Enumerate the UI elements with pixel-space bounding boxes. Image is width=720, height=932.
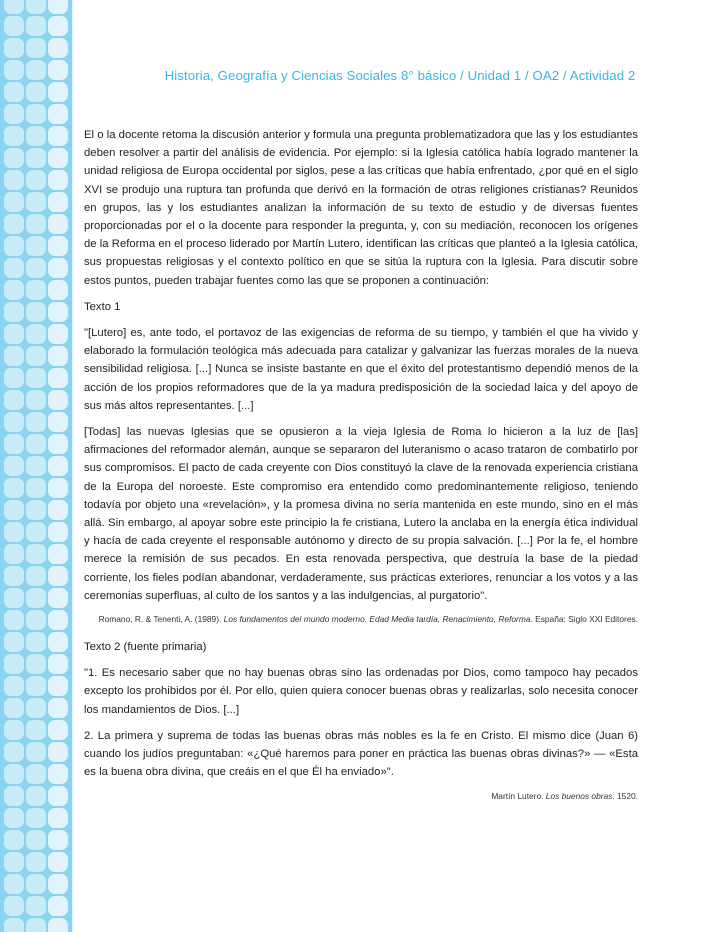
sidebar-tile bbox=[26, 654, 46, 674]
sidebar-tile bbox=[4, 742, 24, 762]
sidebar-tile bbox=[4, 280, 24, 300]
sidebar-tile bbox=[26, 126, 46, 146]
sidebar-tile bbox=[26, 192, 46, 212]
texto1-cite-title: Los fundamentos del mundo moderno. Edad Media tardía, Renacimiento, Reforma bbox=[223, 614, 531, 625]
sidebar-tile bbox=[26, 324, 46, 344]
sidebar-tile bbox=[26, 390, 46, 410]
sidebar-tile bbox=[48, 346, 68, 366]
sidebar-tile bbox=[26, 500, 46, 520]
texto1-paragraph-2: [Todas] las nuevas Iglesias que se opusieron a la vieja Iglesia de Roma lo hicieron a la luz de [las] afirmaciones del reformador alemán, aunque se separaron del luteranismo o acaso trataron de combatirlo por sus compromisos. El pacto de cada creyente con Dios constituyó la clave de la renovada experiencia cristiana de la Europa del noroeste. Este compromiso era entendido como predominantemente religioso, teniendo todavía por objeto una «revelación», y la promesa divina no sería mantenida en este mundo, sino en el más allá. Sin embargo, al apoyar sobre este principio la fe cristiana, Lutero la anclaba en la energía ética individual y hacía de cada creyente el responsable autónomo y directo de su propia salvación. [...] Por la fe, el hombre merece la remisión de sus pecados. En esta renovada perspectiva, que destruía la base de la piedad corriente, los fieles podían abandonar, verdaderamente, sus prácticas exteriores, renunciar a los votos y a las ceremonias superfluas, al culto de los santos y a las indulgencias, al purgatorio". bbox=[84, 426, 638, 602]
sidebar-tile bbox=[4, 456, 24, 476]
sidebar-tile bbox=[4, 654, 24, 674]
sidebar-pattern bbox=[4, 0, 68, 932]
sidebar-tile bbox=[4, 38, 24, 58]
sidebar-tile bbox=[4, 390, 24, 410]
sidebar-tile bbox=[26, 258, 46, 278]
sidebar-tile bbox=[4, 16, 24, 36]
sidebar-tile bbox=[26, 874, 46, 894]
sidebar-tile bbox=[4, 676, 24, 696]
sidebar-tile bbox=[26, 632, 46, 652]
sidebar-tile bbox=[48, 742, 68, 762]
texto2-label: Texto 2 (fuente primaria) bbox=[84, 641, 207, 654]
sidebar-tile bbox=[26, 522, 46, 542]
sidebar-tile bbox=[48, 38, 68, 58]
sidebar-tile bbox=[26, 742, 46, 762]
sidebar-tile bbox=[26, 566, 46, 586]
sidebar-tile bbox=[48, 720, 68, 740]
sidebar-tile bbox=[26, 60, 46, 80]
sidebar-tile bbox=[26, 434, 46, 454]
sidebar-tile bbox=[4, 60, 24, 80]
texto1-citation bbox=[84, 613, 638, 626]
sidebar-tile bbox=[26, 104, 46, 124]
sidebar-tile bbox=[48, 412, 68, 432]
sidebar-tile bbox=[48, 478, 68, 498]
texto2-paragraph-2: 2. La primera y suprema de todas las buenas obras más nobles es la fe en Cristo. El mismo dice (Juan 6) cuando los judíos preguntaban: «¿Qué haremos para poner en práctica las buenas obras divinas?» — «Esta es la buena obra divina, que creáis en el que Él ha enviado»". bbox=[84, 729, 638, 779]
sidebar-tile bbox=[26, 412, 46, 432]
sidebar-tile bbox=[48, 588, 68, 608]
texto2-cite-author: Martín Lutero. bbox=[491, 790, 546, 801]
sidebar-tile bbox=[4, 170, 24, 190]
sidebar-tile bbox=[48, 852, 68, 872]
texto1-cite-end: . España: Siglo XXI Editores. bbox=[530, 614, 638, 625]
intro-paragraph: El o la docente retoma la discusión anterior y formula una pregunta problematizadora que las y los estudiantes deben resolver a partir del análisis de evidencia. Por ejemplo: si la Iglesia católica había logrado mantener la unidad religiosa de Europa occidental por siglos, pese a las críticas que había enfrentado, ¿por qué en el siglo XVI se produjo una ruptura tan profunda que derivó en la formación de otras religiones cristianas? Reunidos en grupos, las y los estudiantes analizan la información de su texto de estudio y de diversas fuentes proporcionadas por el o la docente para responder la pregunta, y, con su mediación, reconocen los orígenes de la Reforma en el proceso liderado por Martín Lutero, identifican las críticas que planteó a la Iglesia católica, sus propuestas religiosas y el contexto político en que se sitúa la ruptura con la Iglesia. Para discutir sobre estos puntos, pueden trabajar fuentes como las que se proponen a continuación: bbox=[84, 129, 638, 287]
texto1-paragraph-1: "[Lutero] es, ante todo, el portavoz de las exigencias de reforma de su tiempo, y también el que ha vivido y elaborado la formulación teológica más adecuada para catalizar y galvanizar las fuerzas morales de la nueva sensibilidad religiosa. [...] Nunca se insiste bastante en que el éxito del protestantismo dependió menos de la acción de los propios reformadores que de la ya madura predisposición de la sociedad laica y del apoyo de sus más altos representantes. [...] bbox=[84, 327, 638, 412]
texto1-cite-authors: Romano, R. & Tenenti, A. (1989). bbox=[98, 614, 224, 625]
sidebar-tile bbox=[26, 478, 46, 498]
texto2-citation bbox=[84, 790, 638, 803]
sidebar-tile bbox=[48, 698, 68, 718]
sidebar-tile bbox=[4, 126, 24, 146]
sidebar-tile bbox=[26, 808, 46, 828]
sidebar-tile bbox=[4, 632, 24, 652]
sidebar-tile bbox=[48, 390, 68, 410]
sidebar-tile bbox=[26, 698, 46, 718]
sidebar-tile bbox=[26, 38, 46, 58]
texto2-cite-title: Los buenos obras bbox=[545, 790, 613, 801]
texto2-cite-end: . 1520. bbox=[612, 790, 638, 801]
sidebar-tile bbox=[4, 874, 24, 894]
sidebar-tile bbox=[4, 544, 24, 564]
sidebar-tile bbox=[26, 852, 46, 872]
sidebar-tile bbox=[26, 148, 46, 168]
sidebar-tile bbox=[26, 16, 46, 36]
sidebar-tile bbox=[26, 720, 46, 740]
sidebar-tile bbox=[48, 60, 68, 80]
sidebar-tile bbox=[48, 170, 68, 190]
texto2-paragraph-1: "1. Es necesario saber que no hay buenas obras sino las ordenadas por Dios, como tampoco hay pecados excepto los prohibidos por él. Por ello, quien quiera conocer buenas obras y realizarlas, solo necesita conocer los mandamientos de Dios. [...] bbox=[84, 667, 638, 716]
sidebar-tile bbox=[26, 676, 46, 696]
sidebar-tile bbox=[48, 500, 68, 520]
sidebar-tile bbox=[4, 566, 24, 586]
sidebar-tile bbox=[26, 918, 46, 932]
sidebar-tile bbox=[4, 852, 24, 872]
sidebar-tile bbox=[48, 456, 68, 476]
sidebar-tile bbox=[48, 654, 68, 674]
sidebar-tile bbox=[4, 0, 24, 14]
sidebar-tile bbox=[4, 214, 24, 234]
sidebar-tile bbox=[26, 896, 46, 916]
sidebar-tile bbox=[26, 544, 46, 564]
sidebar-tile bbox=[4, 522, 24, 542]
sidebar-tile bbox=[48, 830, 68, 850]
sidebar-divider bbox=[72, 0, 74, 932]
sidebar-tile bbox=[4, 764, 24, 784]
sidebar-tile bbox=[48, 126, 68, 146]
sidebar-tile bbox=[26, 170, 46, 190]
sidebar-tile bbox=[48, 82, 68, 102]
sidebar-tile bbox=[48, 302, 68, 322]
texto1-label: Texto 1 bbox=[84, 300, 121, 313]
sidebar-tile bbox=[4, 478, 24, 498]
sidebar-tile bbox=[4, 258, 24, 278]
sidebar-tile bbox=[26, 236, 46, 256]
sidebar-tile bbox=[4, 500, 24, 520]
sidebar-tile bbox=[4, 324, 24, 344]
sidebar-tile bbox=[48, 214, 68, 234]
sidebar-tile bbox=[4, 412, 24, 432]
sidebar-tile bbox=[48, 786, 68, 806]
sidebar-tile bbox=[48, 236, 68, 256]
sidebar-tile bbox=[4, 82, 24, 102]
sidebar-tile bbox=[48, 874, 68, 894]
sidebar-tile bbox=[26, 830, 46, 850]
sidebar-tile bbox=[48, 192, 68, 212]
sidebar-tile bbox=[48, 676, 68, 696]
sidebar-tile bbox=[48, 808, 68, 828]
sidebar-tile bbox=[48, 258, 68, 278]
sidebar-tile bbox=[48, 324, 68, 344]
sidebar-tile bbox=[4, 918, 24, 932]
sidebar-tile bbox=[4, 346, 24, 366]
sidebar-tile bbox=[4, 830, 24, 850]
sidebar-tile bbox=[4, 808, 24, 828]
sidebar-tile bbox=[4, 104, 24, 124]
sidebar-tile bbox=[48, 632, 68, 652]
sidebar-tile bbox=[48, 522, 68, 542]
sidebar-tile bbox=[26, 346, 46, 366]
sidebar-tile bbox=[48, 918, 68, 932]
sidebar-tile bbox=[26, 368, 46, 388]
sidebar-tile bbox=[4, 896, 24, 916]
sidebar-tile bbox=[48, 104, 68, 124]
sidebar-tile bbox=[26, 0, 46, 14]
sidebar-tile bbox=[4, 192, 24, 212]
sidebar-tile bbox=[4, 148, 24, 168]
sidebar-tile bbox=[48, 434, 68, 454]
sidebar-tile bbox=[48, 896, 68, 916]
sidebar-tile bbox=[48, 0, 68, 14]
sidebar-tile bbox=[48, 280, 68, 300]
sidebar-tile bbox=[4, 302, 24, 322]
sidebar-tile bbox=[48, 566, 68, 586]
sidebar-tile bbox=[26, 280, 46, 300]
sidebar-tile bbox=[48, 16, 68, 36]
document-body bbox=[84, 126, 638, 815]
sidebar-tile bbox=[4, 610, 24, 630]
sidebar-tile bbox=[48, 368, 68, 388]
sidebar-tile bbox=[4, 368, 24, 388]
sidebar-tile bbox=[26, 786, 46, 806]
sidebar-tile bbox=[4, 236, 24, 256]
sidebar-tile bbox=[26, 764, 46, 784]
sidebar-tile bbox=[26, 588, 46, 608]
sidebar-tile bbox=[4, 588, 24, 608]
sidebar-tile bbox=[4, 434, 24, 454]
sidebar-tile bbox=[26, 610, 46, 630]
sidebar-tile bbox=[26, 82, 46, 102]
sidebar-tile bbox=[4, 698, 24, 718]
sidebar-tile bbox=[26, 214, 46, 234]
sidebar-tile bbox=[4, 720, 24, 740]
page-header: Historia, Geografía y Ciencias Sociales 8° básico / Unidad 1 / OA2 / Actividad 2 bbox=[164, 68, 636, 83]
sidebar-tile bbox=[48, 148, 68, 168]
sidebar-tile bbox=[48, 610, 68, 630]
sidebar-tile bbox=[26, 302, 46, 322]
sidebar-tile bbox=[26, 456, 46, 476]
sidebar-tile bbox=[4, 786, 24, 806]
sidebar-tile bbox=[48, 764, 68, 784]
sidebar-tile bbox=[48, 544, 68, 564]
decorative-sidebar bbox=[0, 0, 72, 932]
